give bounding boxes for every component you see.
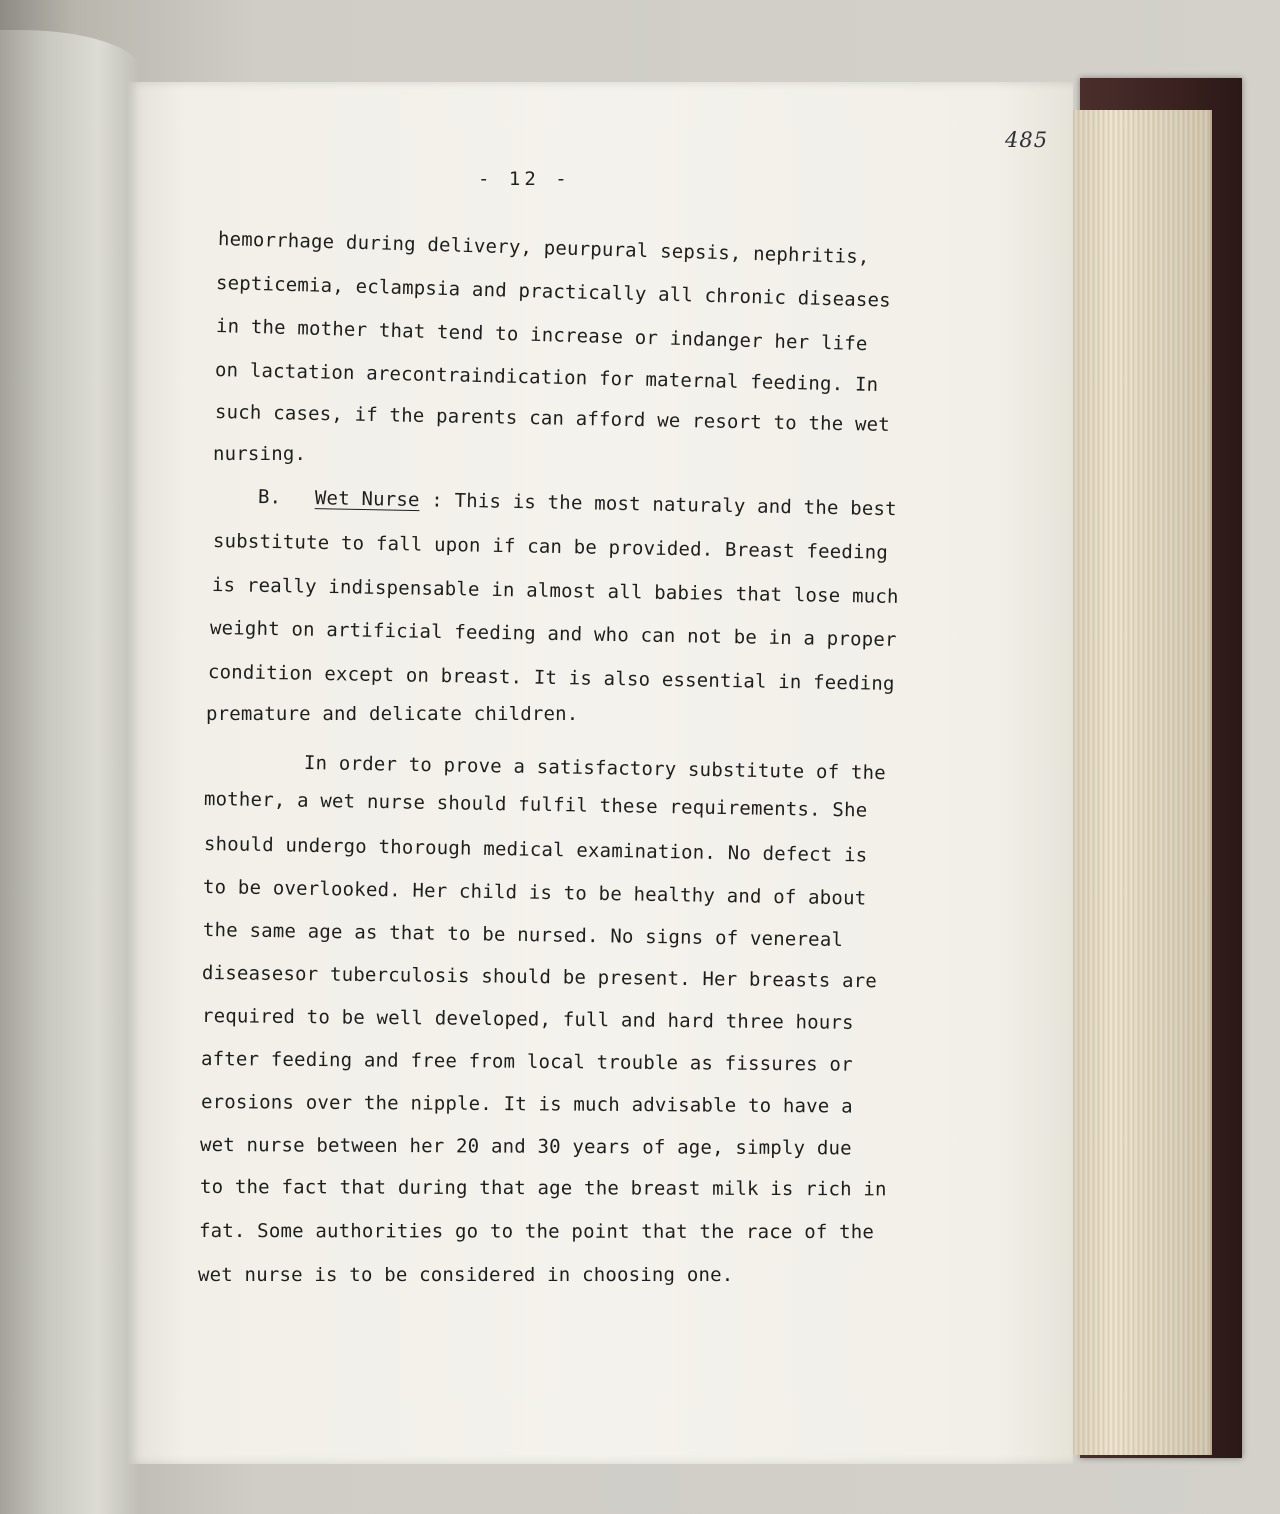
text-line: substitute to fall upon if can be provided. Breast feeding xyxy=(212,530,889,564)
section-letter: B. xyxy=(257,486,282,509)
text-line: the same age as that to be nursed. No signs of venereal xyxy=(202,919,844,952)
text-line: hemorrhage during delivery, peurpural sepsis, nephritis, xyxy=(217,228,870,269)
folio-number: 485 xyxy=(1005,128,1049,152)
text-line: mother, a wet nurse should fulfil these requirements. She xyxy=(203,788,868,822)
text-line: weight on artificial feeding and who can not be in a proper xyxy=(209,617,897,651)
text-line: fat. Some authorities go to the point that the race of the xyxy=(198,1220,875,1244)
text-line: on lactation arecontraindication for maternal feeding. In xyxy=(214,359,879,397)
text-line: premature and delicate children. xyxy=(206,703,579,725)
text-line: wet nurse between her 20 and 30 years of age, simply due xyxy=(199,1134,852,1160)
text-line: in the mother that tend to increase or indanger her life xyxy=(215,315,868,356)
section-heading: Wet Nurse xyxy=(314,487,420,512)
text-line: wet nurse is to be considered in choosing one. xyxy=(198,1264,734,1286)
text-line: septicemia, eclampsia and practically all chronic diseases xyxy=(215,272,892,312)
text-line xyxy=(258,486,897,520)
text-line: nursing. xyxy=(213,443,307,465)
text-line: required to be well developed, full and hard three hours xyxy=(201,1005,854,1034)
section-text: : This is the most naturaly and the best xyxy=(431,489,897,521)
text-line: such cases, if the parents can afford we resort to the wet xyxy=(214,401,891,436)
text-line: diseasesor tuberculosis should be present. Her breasts are xyxy=(201,962,878,993)
text-line: In order to prove a satisfactory substitute of the xyxy=(303,752,887,785)
text-line: is really indispensable in almost all babies that lose much xyxy=(211,574,899,608)
page-number: - 12 - xyxy=(478,168,571,190)
text-line: after feeding and free from local trouble as fissures or xyxy=(200,1048,853,1076)
text-line: to the fact that during that age the breast milk is rich in xyxy=(199,1176,887,1201)
text-line: to be overlooked. Her child is to be healthy and of about xyxy=(202,876,867,910)
text-line: should undergo thorough medical examination. No defect is xyxy=(203,833,868,867)
text-line: condition except on breast. It is also essential in feeding xyxy=(207,661,895,695)
text-line: erosions over the nipple. It is much advisable to have a xyxy=(200,1091,853,1118)
